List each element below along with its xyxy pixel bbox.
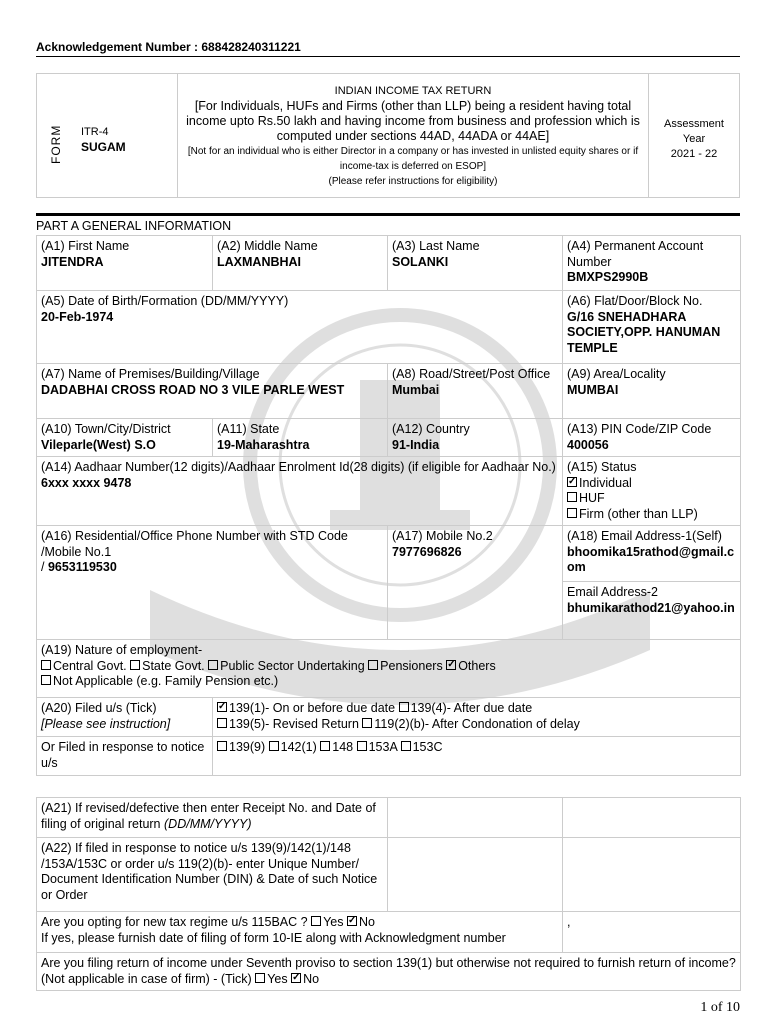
dob-value: 20-Feb-1974 [41, 309, 114, 324]
s139-9-checkbox[interactable] [217, 741, 227, 751]
page-number: 1 of 10 [700, 1000, 740, 1015]
aadhaar-value: 6xxx xxxx 9478 [41, 475, 132, 490]
form-note: [Not for an individual who is either Director in a company or has invested in unlisted equity shares or if income-tax is deferred on ESOP] [187, 146, 639, 172]
email1-value: bhoomika15rathod@gmail.com [567, 544, 735, 574]
premises-value: DADABHAI CROSS ROAD NO 3 VILE PARLE WEST [41, 382, 345, 397]
form-title-block [177, 84, 649, 189]
others-checkbox[interactable] [446, 660, 456, 670]
s148-checkbox[interactable] [320, 741, 330, 751]
divider [36, 56, 740, 57]
filed-us-cell: (A20) Filed u/s (Tick) [Please see instruction] [37, 698, 213, 737]
form-id-cell [37, 74, 178, 197]
s139-5-checkbox[interactable] [217, 718, 227, 728]
a21-cell: (A21) If revised/defective then enter Receipt No. and Date of filing of original return (DD/MM/YYYY) [37, 798, 388, 838]
central-govt-checkbox[interactable] [41, 660, 51, 670]
status-huf-checkbox[interactable] [567, 492, 577, 502]
form-title: INDIAN INCOME TAX RETURN [334, 85, 492, 97]
middle-name-cell: (A2) Middle Name LAXMANBHAI [213, 236, 388, 291]
dob-cell: (A5) Date of Birth/Formation (DD/MM/YYYY) 20-Feb-1974 [37, 291, 563, 364]
form-subtitle: [For Individuals, HUFs and Firms (other than LLP) being a resident having total income upto Rs.50 lakh and having income from business and profession which is computed under sections 44AD, 44ADA or 44AE] [186, 99, 640, 143]
area-cell: (A9) Area/Locality MUMBAI [563, 364, 741, 419]
form-10ie-field[interactable]: , [563, 912, 741, 953]
state-cell: (A11) State 19-Maharashtra [213, 419, 388, 457]
premises-cell: (A7) Name of Premises/Building/Village DADABHAI CROSS ROAD NO 3 VILE PARLE WEST [37, 364, 388, 419]
status-cell: (A15) Status ✓Individual HUF Firm (other than LLP) [563, 457, 741, 526]
pensioners-checkbox[interactable] [368, 660, 378, 670]
area-value: MUMBAI [567, 382, 619, 397]
not-applicable-checkbox[interactable] [41, 675, 51, 685]
revision-table [36, 797, 741, 991]
s139-4-checkbox[interactable] [399, 702, 409, 712]
pan-cell: (A4) Permanent Account Number BMXPS2990B [563, 236, 741, 291]
a22-din-field[interactable] [388, 838, 563, 912]
new-regime-cell: Are you opting for new tax regime u/s 115BAC ? Yes ✓ No If yes, please furnish date of filing of form 10-IE along with Acknowledgment number [37, 912, 563, 953]
ack-number: 688428240311221 [201, 40, 301, 54]
country-cell: (A12) Country 91-India [388, 419, 563, 457]
phone-cell: (A16) Residential/Office Phone Number with STD Code /Mobile No.1 / 9653119530 [37, 526, 388, 640]
a21-date-field[interactable] [563, 798, 741, 838]
regime-yes-checkbox[interactable] [311, 916, 321, 926]
notice-options: 139(9) 142(1) 148 153A 153C [213, 737, 741, 776]
first-name-value: JITENDRA [41, 254, 104, 269]
form-header [36, 73, 740, 198]
a21-receipt-field[interactable] [388, 798, 563, 838]
aadhaar-cell: (A14) Aadhaar Number(12 digits)/Aadhaar Enrolment Id(28 digits) (if eligible for Aadhaar No.) 6xxx xxxx 9478 [37, 457, 563, 526]
form-code: ITR-4 [81, 126, 109, 138]
pin-cell: (A13) PIN Code/ZIP Code 400056 [563, 419, 741, 457]
pin-value: 400056 [567, 437, 609, 452]
flat-value: G/16 SNEHADHARA SOCIETY,OPP. HANUMAN TEMPLE [567, 309, 721, 355]
ay-value: 2021 - 22 [670, 148, 718, 160]
pan-value: BMXPS2990B [567, 270, 649, 284]
road-value: Mumbai [392, 382, 440, 397]
email1-cell: (A18) Email Address-1(Self) bhoomika15rathod@gmail.com [563, 526, 741, 582]
last-name-value: SOLANKI [392, 254, 449, 269]
s153a-checkbox[interactable] [357, 741, 367, 751]
seventh-no-checkbox[interactable] [291, 973, 301, 983]
mobile2-cell: (A17) Mobile No.2 7977696826 [388, 526, 563, 640]
notice-cell: Or Filed in response to notice u/s [37, 737, 213, 776]
regime-no-checkbox[interactable] [347, 916, 357, 926]
status-firm-checkbox[interactable] [567, 508, 577, 518]
town-value: Vileparle(West) S.O [41, 437, 156, 452]
s119-2b-checkbox[interactable] [362, 718, 372, 728]
country-value: 91-India [392, 437, 440, 452]
ack-label: Acknowledgement Number : [36, 40, 199, 54]
form-name: SUGAM [81, 140, 126, 154]
s139-1-checkbox[interactable] [217, 702, 227, 712]
state-govt-checkbox[interactable] [130, 660, 140, 670]
part-a-title: PART A GENERAL INFORMATION [36, 219, 232, 233]
town-cell: (A10) Town/City/District Vileparle(West) S.O [37, 419, 213, 457]
status-individual-checkbox[interactable] [567, 477, 577, 487]
a22-cell: (A22) If filed in response to notice u/s 139(9)/142(1)/148 /153A/153C or order u/s 119(2)(b)- enter Unique Number/ Document Identification Number (DIN) & Date of such Notice or Order [37, 838, 388, 912]
state-value: 19-Maharashtra [217, 437, 310, 452]
form-label: FORM [49, 124, 63, 164]
ay-label-2: Year [682, 133, 706, 145]
section-divider [36, 213, 740, 216]
flat-cell: (A6) Flat/Door/Block No. G/16 SNEHADHARA SOCIETY,OPP. HANUMAN TEMPLE [563, 291, 741, 364]
last-name-cell: (A3) Last Name SOLANKI [388, 236, 563, 291]
phone-value: 9653119530 [47, 560, 117, 574]
seventh-yes-checkbox[interactable] [255, 973, 265, 983]
assessment-year-cell [648, 74, 739, 197]
a22-date-field[interactable] [563, 838, 741, 912]
email2-cell: Email Address-2 bhumikarathod21@yahoo.in [563, 582, 741, 640]
psu-checkbox[interactable] [208, 660, 218, 670]
employment-cell: (A19) Nature of employment- Central Govt. State Govt. Public Sector Undertaking Pensioners ✓ Others Not Applicable (e.g. Family Pension etc.) [37, 640, 741, 698]
middle-name-value: LAXMANBHAI [217, 254, 302, 269]
first-name-cell: (A1) First Name JITENDRA [37, 236, 213, 291]
form-note-eligibility: (Please refer instructions for eligibility) [328, 176, 498, 187]
seventh-proviso-cell: Are you filing return of income under Seventh proviso to section 139(1) but otherwise not required to furnish return of income? (Not applicable in case of firm) - (Tick) Yes ✓ No [37, 953, 741, 991]
general-information-table [36, 235, 741, 776]
road-cell: (A8) Road/Street/Post Office Mumbai [388, 364, 563, 419]
email2-value: bhumikarathod21@yahoo.in [567, 600, 735, 615]
mobile2-value: 7977696826 [392, 544, 462, 559]
filed-us-options: ✓139(1)- On or before due date 139(4)- After due date 139(5)- Revised Return 119(2)(b)- After Condonation of delay [213, 698, 741, 737]
s153c-checkbox[interactable] [401, 741, 411, 751]
acknowledgement [36, 40, 301, 54]
ay-label-1: Assessment [664, 118, 724, 130]
s142-1-checkbox[interactable] [269, 741, 279, 751]
